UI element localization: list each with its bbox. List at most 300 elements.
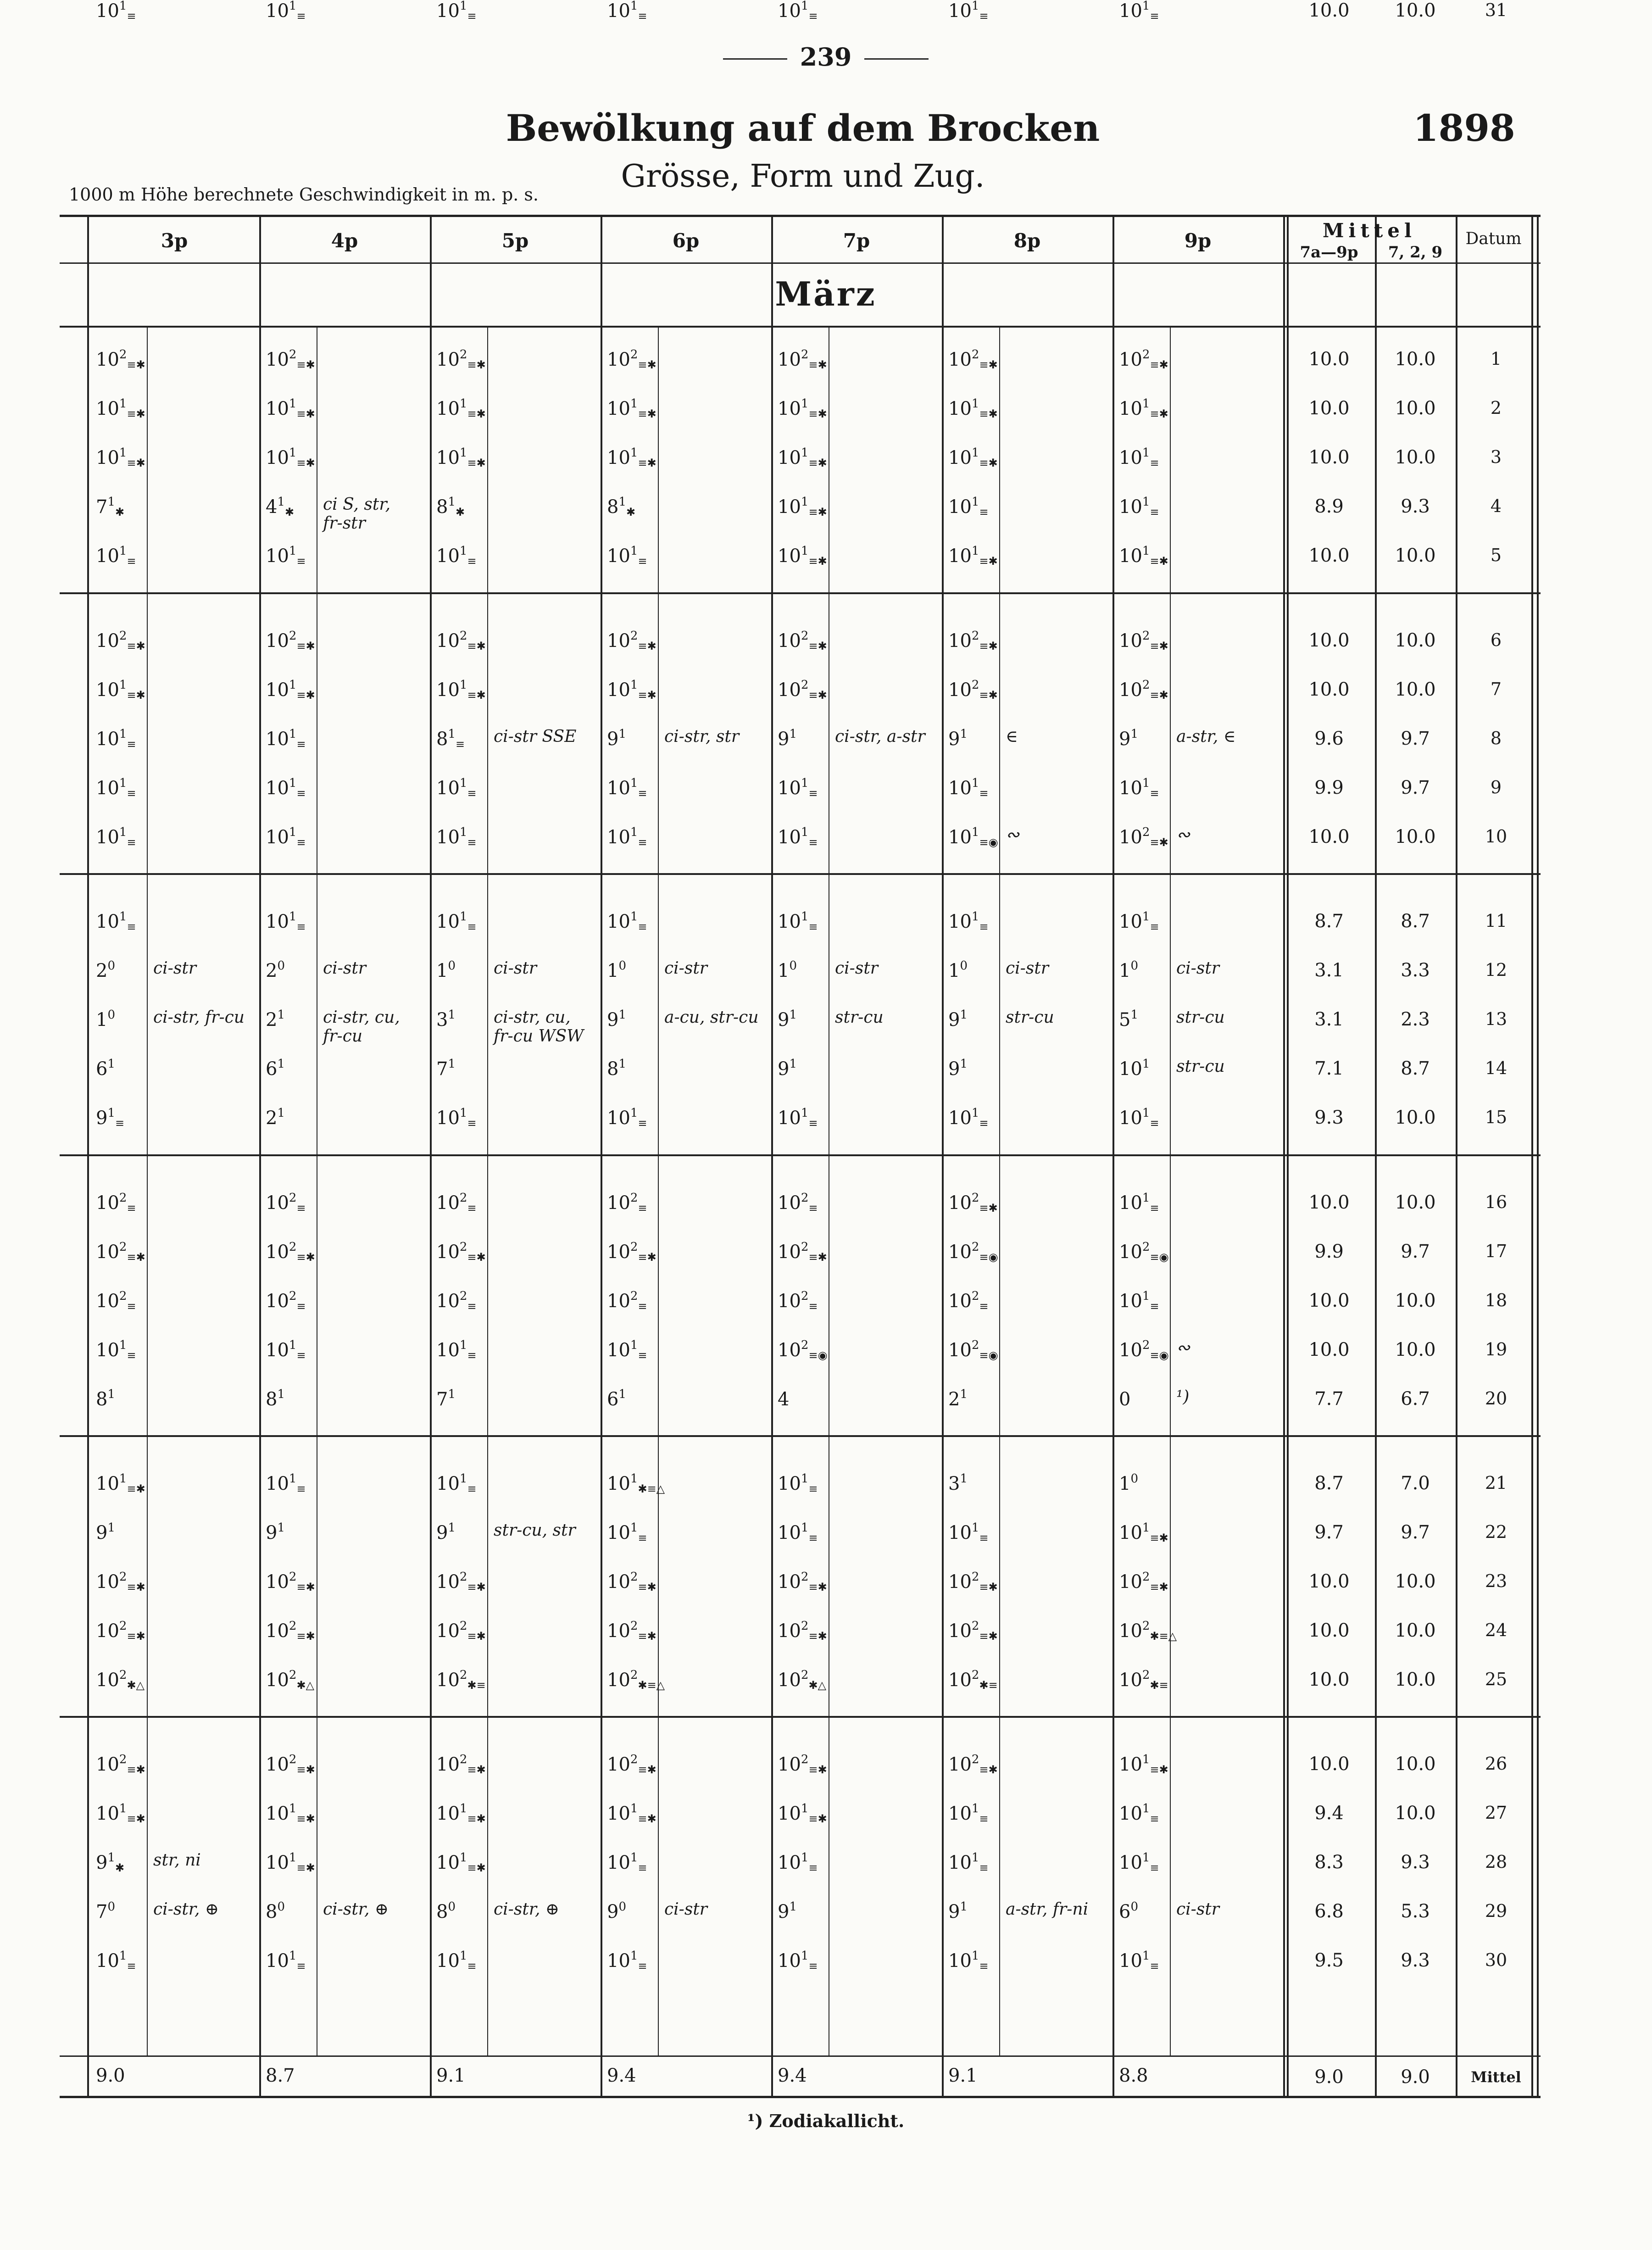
- cloud-cell: $10^1_{\equiv✱}$: [266, 397, 315, 420]
- header-7p: 7p: [843, 229, 870, 252]
- cloud-cell: $10^1_\equiv$: [607, 1338, 647, 1362]
- mittel-729-value: 8.7: [1401, 911, 1430, 932]
- cloud-cell: $10^2_\equiv$: [436, 1289, 477, 1313]
- datum-value: 21: [1485, 1473, 1507, 1493]
- cloud-cell: $10^2_{\equiv✱}$: [948, 1191, 998, 1214]
- cloud-form-note: a-cu, str-cu: [664, 1008, 759, 1027]
- cloud-cell: $10^2_{\equiv✱}$: [607, 1240, 656, 1264]
- cloud-cell: $10^2_{\equiv✱}$: [1119, 629, 1168, 652]
- cloud-cell: $10^2_{\equiv◉}$: [948, 1338, 998, 1362]
- mittel-729-value: 10.0: [1395, 349, 1436, 370]
- cloud-cell: $9^1$: [948, 1900, 968, 1922]
- cloud-cell: $10^1_\equiv$: [96, 825, 136, 849]
- cloud-cell: $2^1$: [266, 1106, 285, 1129]
- cloud-cell: $10^1_{\equiv◉}$: [948, 825, 998, 849]
- mittel-total-729: 9.0: [1401, 2066, 1430, 2088]
- table-rule-4: [60, 2096, 1541, 2098]
- cloud-cell: $10^1_\equiv$: [778, 1472, 818, 1495]
- cloud-cell: $10^2_\equiv$: [96, 1191, 136, 1214]
- cloud-cell: $10^1_\equiv$: [436, 0, 477, 22]
- value-note-divider-6: [1170, 326, 1171, 2055]
- group-rule-2: [60, 873, 1541, 875]
- cloud-cell: $10^1_\equiv$: [948, 776, 989, 800]
- cloud-cell: $10^1_\equiv$: [1119, 910, 1159, 933]
- datum-value: 1: [1490, 349, 1502, 369]
- cloud-cell: $10^2_{\equiv✱}$: [266, 1240, 315, 1264]
- month-label: März: [775, 274, 877, 313]
- mittel-729-value: 10.0: [1395, 1620, 1436, 1641]
- cloud-cell: $10^1_{\equiv✱}$: [266, 1851, 315, 1874]
- table-column-rule-10: [1456, 215, 1457, 2096]
- cloud-cell: $9^1$: [778, 1900, 797, 1922]
- cloud-cell: $8^1$: [96, 1387, 115, 1410]
- mittel-7a-9p-value: 9.3: [1314, 1107, 1344, 1128]
- datum-value: 18: [1485, 1290, 1507, 1310]
- cloud-cell: $10^1_{\equiv✱}$: [96, 678, 145, 702]
- cloud-cell: $10^1_\equiv$: [778, 1851, 818, 1874]
- cloud-cell: $10^2_{\equiv✱}$: [607, 1570, 656, 1593]
- cloud-form-note: a-str, fr-ni: [1006, 1900, 1089, 1919]
- cloud-cell: $10^1_\equiv$: [948, 910, 989, 933]
- cloud-cell: $10^1_\equiv$: [266, 776, 306, 800]
- datum-value: 16: [1485, 1192, 1507, 1212]
- cloud-cell: $1^0$: [607, 959, 626, 981]
- table-column-rule-12: [1537, 215, 1539, 2096]
- table-rule-2: [60, 326, 1541, 328]
- table-column-rule-11: [1531, 215, 1533, 2096]
- cloud-cell: $10^1_\equiv$: [266, 825, 306, 849]
- cloud-cell: $10^1_\equiv$: [1119, 1949, 1159, 1972]
- cloud-cell: $10^1_\equiv$: [266, 910, 306, 933]
- mittel-729-value: 7.0: [1401, 1473, 1430, 1494]
- datum-value: 23: [1485, 1571, 1507, 1591]
- cloud-cell: $1^0$: [778, 959, 797, 981]
- cloud-cell: $10^1_{\equiv✱}$: [607, 446, 656, 469]
- cloud-cell: $8^0$: [266, 1900, 285, 1922]
- cloud-cell: $10^1_{\equiv✱}$: [778, 1802, 827, 1825]
- mittel-7a-9p-value: 10.0: [1308, 1620, 1350, 1641]
- datum-value: 3: [1490, 447, 1502, 467]
- cloud-cell: $10^1_\equiv$: [96, 910, 136, 933]
- cloud-cell: $8^1$: [266, 1387, 285, 1410]
- datum-value: 8: [1490, 728, 1502, 748]
- cloud-cell: $10^1_\equiv$: [266, 727, 306, 751]
- cloud-cell: $1^0$: [1119, 1472, 1138, 1494]
- mittel-729-value: 9.3: [1401, 1950, 1430, 1971]
- cloud-cell: $10^1_\equiv$: [607, 1521, 647, 1544]
- cloud-cell: $10^1_{\equiv✱}$: [1119, 1521, 1168, 1544]
- cloud-cell: $10^2_{✱\equiv}$: [948, 1668, 998, 1692]
- mittel-7a-9p-value: 8.9: [1314, 496, 1344, 517]
- mittel-7a-9p-value: 10.0: [1308, 1669, 1350, 1690]
- table-column-rule-8: [1287, 215, 1289, 2096]
- cloud-cell: $10^2_{\equiv✱}$: [607, 1619, 656, 1643]
- cloud-form-note: ci-str, fr-cu: [153, 1008, 245, 1027]
- cloud-cell: $10^2_{\equiv✱}$: [266, 1570, 315, 1593]
- cloud-cell: $10^1_\equiv$: [436, 825, 477, 849]
- cloud-cell: $10^1_{\equiv✱}$: [778, 446, 827, 469]
- cloud-cell: $8^0$: [436, 1900, 456, 1922]
- cloud-cell: $10^2_{\equiv✱}$: [436, 1753, 486, 1776]
- table-column-rule-4: [771, 215, 773, 2096]
- mittel-7a-9p-value: 10.0: [1308, 0, 1350, 21]
- cloud-cell: $10^1_\equiv$: [266, 1472, 306, 1495]
- cloud-cell: $10^1_{\equiv✱}$: [436, 1802, 486, 1825]
- cloud-cell: $10^2_{\equiv✱}$: [607, 629, 656, 652]
- cloud-cell: $10^2_{\equiv✱}$: [96, 1753, 145, 1776]
- mittel-729-value: 10.0: [1395, 1192, 1436, 1213]
- cloud-cell: $10^2_{\equiv◉}$: [948, 1240, 998, 1264]
- cloud-cell: $10^1_{\equiv✱}$: [778, 544, 827, 568]
- cloud-cell: $10^1_\equiv$: [607, 1106, 647, 1130]
- cloud-cell: $10^2_{✱\equiv}$: [436, 1668, 486, 1692]
- datum-value: 22: [1485, 1522, 1507, 1542]
- datum-value: 30: [1485, 1950, 1507, 1970]
- cloud-cell: $10^2_{\equiv✱}$: [778, 678, 827, 702]
- mittel-729-value: 10.0: [1395, 398, 1436, 419]
- cloud-cell: $1^0$: [96, 1008, 115, 1030]
- value-note-divider-5: [999, 326, 1000, 2055]
- mittel-7a-9p-value: 10.0: [1308, 630, 1350, 651]
- cloud-cell: $9^1$: [948, 1008, 968, 1030]
- cloud-form-note: ci-str: [153, 959, 196, 978]
- cloud-cell: $10^1_\equiv$: [607, 1851, 647, 1874]
- mittel-729-value: 5.3: [1401, 1901, 1430, 1922]
- datum-value: 10: [1485, 826, 1507, 847]
- mittel-7a-9p-value: 6.8: [1314, 1901, 1344, 1922]
- mittel-7a-9p-value: 10.0: [1308, 447, 1350, 468]
- mittel-7a-9p-value: 10.0: [1308, 1754, 1350, 1775]
- datum-value: 11: [1485, 911, 1507, 931]
- cloud-cell: $10^1_{\equiv✱}$: [266, 446, 315, 469]
- cloud-form-note: ci-str: [1006, 959, 1049, 978]
- cloud-cell: $10^2_\equiv$: [778, 1289, 818, 1313]
- cloud-cell: $10^1_\equiv$: [436, 910, 477, 933]
- mittel-729-value: 10.0: [1395, 630, 1436, 651]
- mittel-7a-9p-value: 8.3: [1314, 1852, 1344, 1873]
- cloud-cell: $9^1$: [778, 1057, 797, 1080]
- datum-value: 26: [1485, 1754, 1507, 1774]
- mittel-729-value: 10.0: [1395, 1339, 1436, 1360]
- header-3p: 3p: [161, 229, 188, 252]
- mittel-729-value: 10.0: [1395, 679, 1436, 700]
- cloud-cell: $10^2_{\equiv✱}$: [436, 1619, 486, 1643]
- header-4p: 4p: [331, 229, 358, 252]
- cloud-cell: $9^1$: [436, 1521, 456, 1543]
- cloud-cell: $10^1_\equiv$: [1119, 1106, 1159, 1130]
- mittel-7a-9p-value: 10.0: [1308, 349, 1350, 370]
- cloud-cell: $6^1$: [607, 1387, 626, 1410]
- mittel-729-value: 8.7: [1401, 1058, 1430, 1079]
- header-6p: 6p: [672, 229, 700, 252]
- cloud-form-note: ∈: [1006, 727, 1018, 746]
- cloud-cell: $10^2_{\equiv◉}$: [1119, 1338, 1169, 1362]
- cloud-cell: $10^2_{\equiv✱}$: [436, 629, 486, 652]
- mittel-hour-value: 9.0: [96, 2065, 125, 2086]
- header-5p: 5p: [501, 229, 529, 252]
- cloud-cell: $2^0$: [266, 959, 285, 981]
- page-title: Bewölkung auf dem Brocken: [506, 106, 1100, 150]
- cloud-cell: $10^1_{\equiv✱}$: [778, 495, 827, 518]
- cloud-cell: $10^1_{\equiv✱}$: [607, 678, 656, 702]
- cloud-form-note: ci-str: [1176, 1900, 1219, 1919]
- mittel-7a-9p-value: 7.7: [1314, 1388, 1344, 1409]
- datum-value: 9: [1490, 777, 1502, 797]
- cloud-cell: $9^1$: [948, 1057, 968, 1080]
- cloud-cell: $9^1$: [266, 1521, 285, 1543]
- cloud-cell: $9^1$: [96, 1521, 115, 1543]
- cloud-cell: $10^1_{\equiv✱}$: [1119, 544, 1168, 568]
- header-9p: 9p: [1184, 229, 1212, 252]
- cloud-form-note: str, ni: [153, 1851, 201, 1870]
- cloud-cell: $7^0$: [96, 1900, 115, 1922]
- mittel-hour-value: 9.1: [948, 2065, 978, 2086]
- cloud-cell: $10^1_{\equiv✱}$: [1119, 1753, 1168, 1776]
- cloud-cell: $7^1$: [436, 1387, 456, 1410]
- group-rule-4: [60, 1435, 1541, 1437]
- cloud-form-note: ∾: [1176, 1338, 1190, 1357]
- mittel-729-value: 10.0: [1395, 826, 1436, 847]
- mittel-7a-9p-value: 9.6: [1314, 728, 1344, 749]
- datum-value: 20: [1485, 1388, 1507, 1409]
- mittel-7a-9p-value: 9.7: [1314, 1522, 1344, 1543]
- value-note-divider-0: [147, 326, 148, 2055]
- cloud-cell: $10^2_{\equiv✱}$: [266, 629, 315, 652]
- datum-value: 31: [1485, 0, 1507, 20]
- table-column-rule-1: [259, 215, 261, 2096]
- mittel-hour-value: 9.4: [778, 2065, 807, 2086]
- header-mittel-7a9p: 7a—9p: [1300, 243, 1358, 262]
- table-rule-0: [60, 215, 1541, 217]
- cloud-cell: $10^1_\equiv$: [607, 825, 647, 849]
- page-subtitle: Grösse, Form und Zug.: [621, 158, 985, 195]
- cloud-form-note: ci-str: [835, 959, 878, 978]
- header-mittel: Mittel: [1323, 219, 1416, 242]
- mittel-729-value: 3.3: [1401, 960, 1430, 981]
- cloud-form-note: ci-str, cu, fr-cu: [323, 1008, 400, 1046]
- cloud-form-note: str-cu: [1006, 1008, 1054, 1027]
- cloud-cell: $10^2_{\equiv✱}$: [607, 348, 656, 371]
- cloud-cell: $10^1_\equiv$: [266, 1949, 306, 1972]
- table-column-rule-0: [87, 215, 89, 2096]
- cloud-cell: $10^1_{\equiv✱}$: [96, 397, 145, 420]
- cloud-cell: $10^1_{\equiv✱}$: [778, 397, 827, 420]
- cloud-cell: $10^2_{✱\equiv\triangle}$: [607, 1668, 665, 1692]
- cloud-cell: $6^1$: [266, 1057, 285, 1080]
- mittel-7a-9p-value: 9.9: [1314, 1241, 1344, 1262]
- datum-value: 7: [1490, 679, 1502, 699]
- cloud-cell: $10^1_\equiv$: [948, 1802, 989, 1825]
- cloud-cell: $10^1_\equiv$: [96, 544, 136, 568]
- datum-value: 13: [1485, 1009, 1507, 1029]
- cloud-cell: $10^2_{\equiv✱}$: [948, 1753, 998, 1776]
- cloud-cell: $2^1$: [266, 1008, 285, 1030]
- datum-value: 2: [1490, 398, 1502, 418]
- mittel-7a-9p-value: 10.0: [1308, 1339, 1350, 1360]
- cloud-cell: $10^2_{\equiv✱}$: [96, 629, 145, 652]
- cloud-cell: $10^2_\equiv$: [266, 1191, 306, 1214]
- cloud-cell: $10^2_{\equiv✱}$: [948, 629, 998, 652]
- cloud-cell: $10^2_{\equiv✱}$: [96, 1240, 145, 1264]
- cloud-cell: $1^0$: [436, 959, 456, 981]
- cloud-cell: $7^1_✱$: [96, 495, 125, 518]
- cloud-cell: $6^1$: [96, 1057, 115, 1080]
- cloud-cell: $10^1_\equiv$: [96, 727, 136, 751]
- cloud-cell: $3^1$: [436, 1008, 456, 1030]
- mittel-hour-value: 9.1: [436, 2065, 466, 2086]
- cloud-cell: $10^1_\equiv$: [436, 1949, 477, 1972]
- mittel-hour-value: 9.4: [607, 2065, 636, 2086]
- cloud-cell: $10^1_\equiv$: [436, 1472, 477, 1495]
- cloud-cell: $10^2_{\equiv✱}$: [948, 348, 998, 371]
- cloud-cell: $10^2_{\equiv✱}$: [778, 348, 827, 371]
- cloud-form-note: ci-str: [323, 959, 366, 978]
- mittel-729-value: 10.0: [1395, 1571, 1436, 1592]
- cloud-cell: $10^2_{\equiv✱}$: [778, 1619, 827, 1643]
- cloud-cell: $10^1_{\equiv✱}$: [1119, 397, 1168, 420]
- mittel-729-value: 10.0: [1395, 1107, 1436, 1128]
- cloud-cell: $10^2_{\equiv✱}$: [96, 1619, 145, 1643]
- mittel-729-value: 9.3: [1401, 496, 1430, 517]
- cloud-cell: $3^1$: [948, 1472, 968, 1494]
- cloud-cell: $10^2_{\equiv✱}$: [266, 348, 315, 371]
- cloud-cell: $10^2_\equiv$: [948, 1289, 989, 1313]
- cloud-cell: $10^1_\equiv$: [607, 1949, 647, 1972]
- cloud-cell: $10^1_{\equiv✱}$: [266, 678, 315, 702]
- cloud-form-note: ci-str: [1176, 959, 1219, 978]
- mittel-729-value: 10.0: [1395, 0, 1436, 21]
- cloud-cell: $10^2_{\equiv✱}$: [436, 348, 486, 371]
- cloud-cell: $10^2_{\equiv✱}$: [1119, 1570, 1168, 1593]
- cloud-cell: $8^1_✱$: [436, 495, 465, 518]
- cloud-cell: $10^2_\equiv$: [96, 1289, 136, 1313]
- mittel-729-value: 9.7: [1401, 728, 1430, 749]
- cloud-cell: $10^1_\equiv$: [1119, 0, 1159, 22]
- mittel-7a-9p-value: 10.0: [1308, 826, 1350, 847]
- cloud-cell: $10^2_{\equiv✱}$: [1119, 348, 1168, 371]
- cloud-cell: $10^2_\equiv$: [607, 1289, 647, 1313]
- cloud-form-note: ci-str, a-str: [835, 727, 925, 746]
- cloud-cell: $10^2_{\equiv✱}$: [1119, 825, 1168, 849]
- cloud-cell: $10^1_\equiv$: [778, 0, 818, 22]
- cloud-cell: $10^2_\equiv$: [266, 1289, 306, 1313]
- cloud-cell: $10^1_\equiv$: [778, 1949, 818, 1972]
- cloud-cell: $10^1_{\equiv✱}$: [96, 446, 145, 469]
- datum-value: 14: [1485, 1058, 1507, 1078]
- cloud-cell: $9^1$: [778, 1008, 797, 1030]
- cloud-cell: $2^1$: [948, 1387, 968, 1410]
- mittel-729-value: 9.7: [1401, 1241, 1430, 1262]
- cloud-cell: $10^1_\equiv$: [436, 1338, 477, 1362]
- cloud-form-note: ci S, str, fr-str: [323, 495, 391, 533]
- cloud-cell: $10^1_\equiv$: [96, 776, 136, 800]
- mittel-total-7a-9p: 9.0: [1314, 2066, 1344, 2088]
- cloud-cell: $10^2_{\equiv✱}$: [96, 348, 145, 371]
- cloud-cell: $10^1_\equiv$: [1119, 1191, 1159, 1214]
- cloud-cell: $10^1_\equiv$: [948, 1949, 989, 1972]
- cloud-form-note: ci-str, cu, fr-cu WSW: [494, 1008, 584, 1046]
- group-rule-3: [60, 1154, 1541, 1156]
- header-mittel-729: 7, 2, 9: [1388, 243, 1443, 262]
- cloud-cell: $10^2_{✱\equiv}$: [1119, 1668, 1168, 1692]
- cloud-cell: $9^1$: [607, 727, 626, 750]
- mittel-7a-9p-value: 9.5: [1314, 1950, 1344, 1971]
- cloud-cell: $10^1_\equiv$: [778, 776, 818, 800]
- mittel-729-value: 2.3: [1401, 1009, 1430, 1030]
- cloud-cell: $10^1_\equiv$: [266, 1338, 306, 1362]
- mittel-7a-9p-value: 8.7: [1314, 1473, 1344, 1494]
- table-column-rule-3: [601, 215, 602, 2096]
- cloud-form-note: ci-str: [494, 959, 537, 978]
- mittel-729-value: 10.0: [1395, 1669, 1436, 1690]
- cloud-cell: $10^1_\equiv$: [948, 1851, 989, 1874]
- cloud-cell: $10^1_\equiv$: [1119, 1289, 1159, 1313]
- cloud-cell: $10^1_\equiv$: [266, 544, 306, 568]
- datum-value: 17: [1485, 1241, 1507, 1261]
- cloud-cell: $10^1_{\equiv✱}$: [607, 1802, 656, 1825]
- cloud-form-note: ci-str, ⊕: [323, 1900, 389, 1919]
- cloud-cell: $10^1_\equiv$: [778, 825, 818, 849]
- cloud-cell: $10^2_{\equiv◉}$: [1119, 1240, 1169, 1264]
- cloud-cell: $9^1$: [948, 727, 968, 750]
- mittel-7a-9p-value: 3.1: [1314, 960, 1344, 981]
- cloud-form-note: str-cu: [1176, 1008, 1225, 1027]
- datum-value: 4: [1490, 496, 1502, 516]
- mittel-729-value: 9.7: [1401, 1522, 1430, 1543]
- cloud-cell: $10^1_{\equiv✱}$: [96, 1472, 145, 1495]
- year-label: 1898: [1413, 106, 1515, 150]
- cloud-cell: 4: [778, 1389, 790, 1410]
- cloud-cell: $10^2_{\equiv✱}$: [778, 1240, 827, 1264]
- cloud-cell: $10^1_\equiv$: [96, 1949, 136, 1972]
- cloud-cell: $10^2_{\equiv✱}$: [948, 1619, 998, 1643]
- cloud-form-note: ∾: [1006, 825, 1020, 844]
- cloud-form-note: ci-str, ⊕: [153, 1900, 219, 1919]
- cloud-cell: $10^1_\equiv$: [948, 1521, 989, 1544]
- cloud-cell: $10^1_{\equiv✱}$: [436, 1851, 486, 1874]
- cloud-cell: $1^0$: [948, 959, 968, 981]
- cloud-cell: $10^1_\equiv$: [778, 1106, 818, 1130]
- cloud-cell: $6^0$: [1119, 1900, 1138, 1922]
- mittel-729-value: 10.0: [1395, 447, 1436, 468]
- mittel-729-value: 10.0: [1395, 1754, 1436, 1775]
- cloud-form-note: str-cu: [835, 1008, 884, 1027]
- cloud-cell: $8^1_✱$: [607, 495, 636, 518]
- datum-value: 15: [1485, 1107, 1507, 1127]
- cloud-cell: $1^0$: [1119, 959, 1138, 981]
- table-column-rule-2: [430, 215, 432, 2096]
- cloud-cell: $4^1_✱$: [266, 495, 295, 518]
- cloud-cell: $10^1_\equiv$: [778, 910, 818, 933]
- cloud-cell: $10^2_{✱\triangle}$: [266, 1668, 315, 1692]
- cloud-cell: $10^2_{✱\equiv\triangle}$: [1119, 1619, 1177, 1643]
- cloud-cell: $9^1$: [1119, 727, 1138, 750]
- cloud-cell: $10^2_{\equiv✱}$: [948, 1570, 998, 1593]
- cloud-form-note: str-cu, str: [494, 1521, 576, 1540]
- cloud-cell: $10^1_\equiv$: [96, 1338, 136, 1362]
- datum-value: 24: [1485, 1620, 1507, 1640]
- cloud-cell: $10^1_{\equiv✱}$: [96, 1802, 145, 1825]
- mittel-729-value: 10.0: [1395, 1803, 1436, 1824]
- group-rule-5: [60, 1716, 1541, 1718]
- header-8p: 8p: [1013, 229, 1041, 252]
- mittel-7a-9p-value: 10.0: [1308, 1192, 1350, 1213]
- cloud-cell: $10^1_\equiv$: [1119, 1851, 1159, 1874]
- cloud-cell: $10^2_\equiv$: [436, 1191, 477, 1214]
- cloud-cell: $10^1_\equiv$: [948, 495, 989, 518]
- mittel-7a-9p-value: 10.0: [1308, 1290, 1350, 1311]
- datum-value: 5: [1490, 545, 1502, 565]
